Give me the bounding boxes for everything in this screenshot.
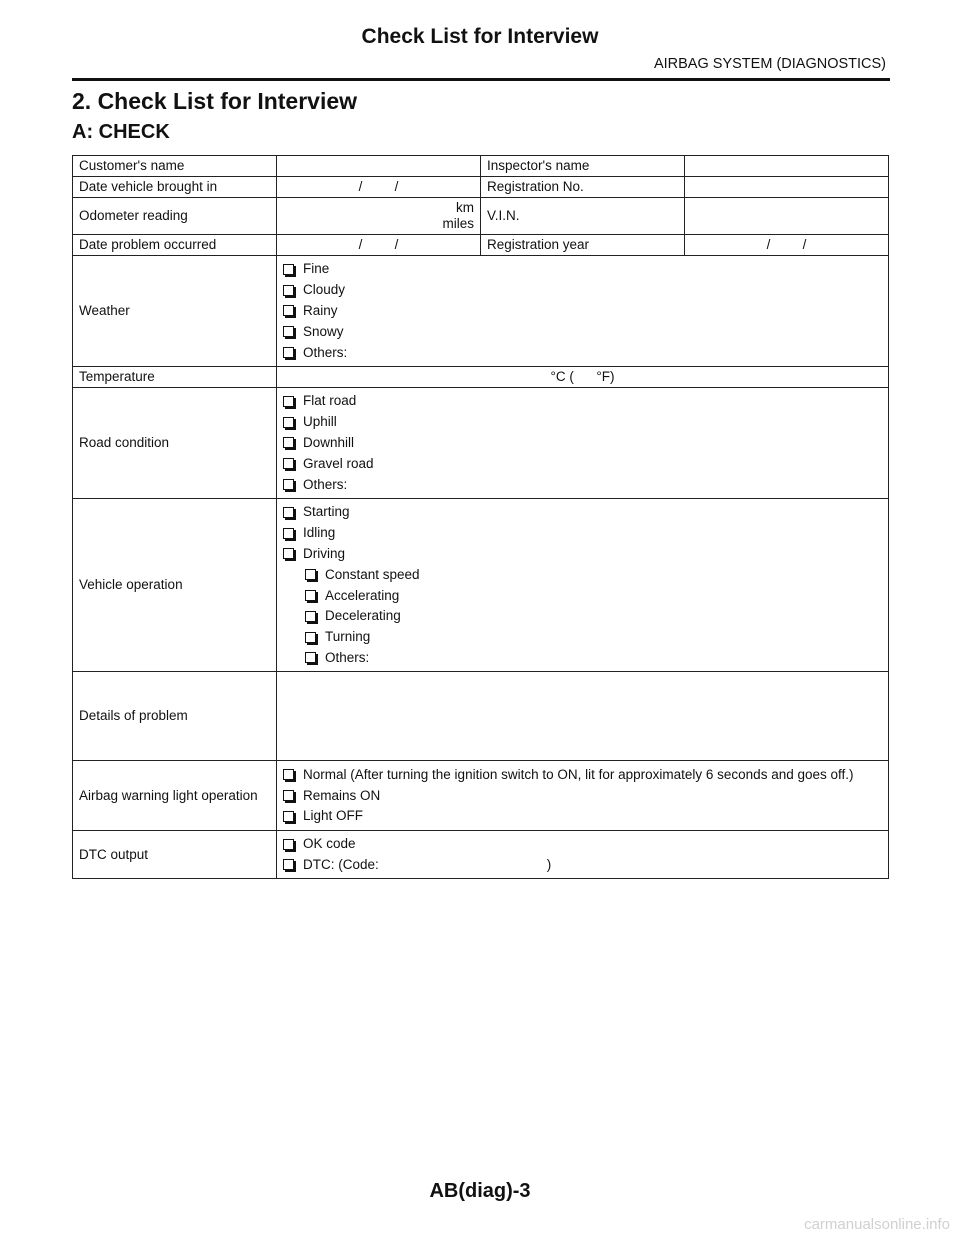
checkbox-icon[interactable] [283, 326, 294, 337]
odometer-reading-label: Odometer reading [73, 198, 277, 235]
airbag-warning-options [277, 761, 889, 830]
table-row [73, 672, 889, 761]
checkbox-icon[interactable] [283, 548, 294, 559]
option-label: Accelerating [325, 587, 400, 603]
page-header-title: Check List for Interview [361, 25, 599, 48]
road-condition-option[interactable] [283, 453, 882, 474]
checkbox-icon[interactable] [305, 590, 316, 601]
date-separator: / [394, 179, 399, 194]
date-separator: / [394, 237, 399, 252]
airbag-warning-label: Airbag warning light operation [73, 761, 277, 830]
vin-label: V.I.N. [481, 198, 685, 235]
option-label: Others: [303, 344, 348, 360]
date-brought-in-label: Date vehicle brought in [73, 177, 277, 198]
table-row [73, 177, 889, 198]
table-row [73, 256, 889, 367]
watermark: carmanualsonline.info [804, 1216, 950, 1233]
header-divider [72, 78, 890, 81]
temperature-label: Temperature [73, 366, 277, 387]
table-row [73, 366, 889, 387]
checkbox-icon[interactable] [283, 417, 294, 428]
table-row [73, 498, 889, 671]
checkbox-icon[interactable] [305, 611, 316, 622]
airbag-warning-option[interactable] [283, 806, 882, 827]
table-row [73, 830, 889, 879]
registration-year-label: Registration year [481, 235, 685, 256]
driving-sub-option[interactable] [283, 627, 882, 648]
road-condition-option[interactable] [283, 474, 882, 495]
option-label: Constant speed [325, 566, 420, 582]
option-label: Turning [325, 629, 371, 645]
checkbox-icon[interactable] [283, 264, 294, 275]
option-label: Cloudy [303, 282, 346, 298]
date-problem-occurred-label: Date problem occurred [73, 235, 277, 256]
option-label: Gravel road [303, 455, 374, 471]
option-label: ) [546, 856, 552, 872]
vehicle-operation-options [277, 498, 889, 671]
driving-sub-option[interactable] [283, 648, 882, 669]
checkbox-icon[interactable] [283, 479, 294, 490]
checkbox-icon[interactable] [283, 811, 294, 822]
option-label: Fine [303, 261, 330, 277]
option-label: Starting [303, 504, 350, 520]
option-label: Others: [303, 476, 348, 492]
table-row [73, 198, 889, 235]
checkbox-icon[interactable] [283, 305, 294, 316]
inspectors-name-label: Inspector's name [481, 156, 685, 177]
weather-label: Weather [73, 256, 277, 367]
registration-no-field[interactable] [685, 177, 889, 198]
inspectors-name-field[interactable] [685, 156, 889, 177]
customers-name-label: Customer's name [73, 156, 277, 177]
checkbox-icon[interactable] [283, 507, 294, 518]
checkbox-icon[interactable] [283, 458, 294, 469]
weather-option[interactable] [283, 280, 882, 301]
vehicle-operation-option[interactable] [283, 502, 882, 523]
interview-checklist-table [72, 155, 889, 879]
table-row [73, 387, 889, 498]
weather-option[interactable] [283, 321, 882, 342]
option-label: Snowy [303, 323, 344, 339]
dtc-output-label: DTC output [73, 830, 277, 879]
checkbox-icon[interactable] [283, 396, 294, 407]
page-header-section: AIRBAG SYSTEM (DIAGNOSTICS) [653, 56, 886, 72]
dtc-output-options [277, 830, 889, 879]
checkbox-icon[interactable] [283, 528, 294, 539]
page-number: AB(diag)-3 [429, 1180, 531, 1202]
celsius-unit: °C ( [550, 368, 574, 384]
vehicle-operation-option[interactable] [283, 523, 882, 544]
date-separator: / [358, 237, 363, 252]
dtc-output-option[interactable] [283, 855, 882, 876]
option-label: OK code [303, 836, 356, 852]
vehicle-operation-option[interactable] [283, 544, 882, 565]
checkbox-icon[interactable] [283, 437, 294, 448]
checkbox-icon[interactable] [283, 347, 294, 358]
option-label: Downhill [303, 434, 355, 450]
option-label: Others: [325, 649, 370, 665]
odometer-miles-unit: miles [442, 216, 474, 231]
date-brought-in-field[interactable] [277, 177, 481, 198]
checkbox-icon[interactable] [283, 790, 294, 801]
details-of-problem-field[interactable] [277, 672, 889, 761]
road-condition-label: Road condition [73, 387, 277, 498]
table-row [73, 156, 889, 177]
airbag-warning-option[interactable] [283, 764, 882, 785]
table-row [73, 761, 889, 830]
date-separator: / [802, 237, 807, 252]
date-separator: / [766, 237, 771, 252]
fahrenheit-unit: °F) [596, 368, 615, 384]
option-label: Normal (After turning the ignition switch to ON, lit for approximately 6 seconds and goes off.) [303, 766, 854, 782]
road-condition-option[interactable] [283, 391, 882, 412]
checkbox-icon[interactable] [283, 769, 294, 780]
airbag-warning-option[interactable] [283, 785, 882, 806]
weather-option[interactable] [283, 342, 882, 363]
odometer-km-unit: km [456, 200, 474, 215]
date-separator: / [358, 179, 363, 194]
vehicle-operation-label: Vehicle operation [73, 498, 277, 671]
checkbox-icon[interactable] [283, 859, 294, 870]
option-label: Light OFF [303, 808, 364, 824]
driving-sub-option[interactable] [283, 585, 882, 606]
odometer-reading-field[interactable] [277, 198, 481, 235]
option-label: Remains ON [303, 787, 381, 803]
temperature-field[interactable] [277, 366, 889, 387]
registration-no-label: Registration No. [481, 177, 685, 198]
checkbox-icon[interactable] [305, 569, 316, 580]
weather-option[interactable] [283, 301, 882, 322]
checkbox-icon[interactable] [305, 632, 316, 643]
option-label: Uphill [303, 414, 337, 430]
road-condition-options [277, 387, 889, 498]
sub-heading: A: CHECK [72, 121, 170, 143]
checkbox-icon[interactable] [305, 652, 316, 663]
vin-field[interactable] [685, 198, 889, 235]
option-label: Decelerating [325, 608, 401, 624]
option-label: DTC: (Code: [303, 856, 379, 872]
option-label: Rainy [303, 302, 338, 318]
option-label: Flat road [303, 393, 357, 409]
driving-sub-option[interactable] [283, 564, 882, 585]
option-label: Driving [303, 545, 346, 561]
checkbox-icon[interactable] [283, 285, 294, 296]
customers-name-field[interactable] [277, 156, 481, 177]
weather-options [277, 256, 889, 367]
details-of-problem-label: Details of problem [73, 672, 277, 761]
weather-option[interactable] [283, 259, 882, 280]
checkbox-icon[interactable] [283, 839, 294, 850]
option-label: Idling [303, 525, 336, 541]
registration-year-field[interactable] [685, 235, 889, 256]
table-row [73, 235, 889, 256]
driving-sub-option[interactable] [283, 606, 882, 627]
road-condition-option[interactable] [283, 433, 882, 454]
road-condition-option[interactable] [283, 412, 882, 433]
section-heading: 2. Check List for Interview [72, 88, 358, 114]
date-problem-occurred-field[interactable] [277, 235, 481, 256]
dtc-output-option[interactable] [283, 834, 882, 855]
